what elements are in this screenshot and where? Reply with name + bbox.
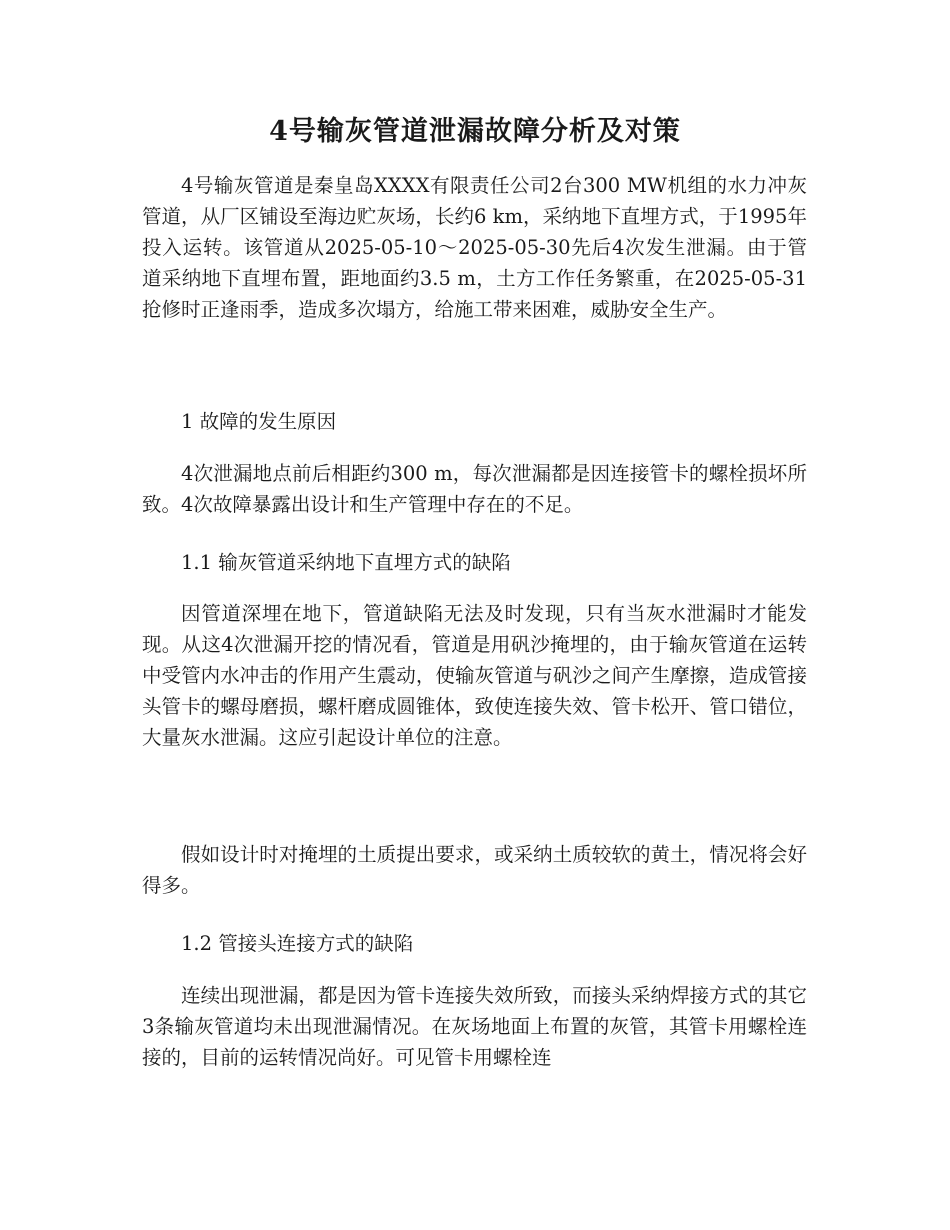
section-1-heading: 1 故障的发生原因 xyxy=(181,410,337,433)
section-1-1-paragraph-1: 因管道深埋在地下，管道缺陷无法及时发现，只有当灰水泄漏时才能发现。从这4次泄漏开挖的情况看，管道是用矾沙掩埋的，由于输灰管道在运转中受管内水冲击的作用产生震动，使输灰管道与矾沙之间产生摩擦，造成管接头管卡的螺母磨损，螺杆磨成圆锥体，致使连接失效、管卡松开、管口错位，大量灰水泄漏。这应引起设计单位的注意。 xyxy=(142,602,807,749)
intro-paragraph: 4号输灰管道是秦皇岛XXXX有限责任公司2台300 MW机组的水力冲灰管道，从厂区铺设至海边贮灰场，长约6 km，采纳地下直埋方式，于1995年投入运转。该管道从2025-05-10～2025-05-30先后4次发生泄漏。由于管道采纳地下直埋布置，距地面约3.5 m，土方工作任务繁重，在2025-05-31抢修时正逢雨季，造成多次塌方，给施工带来困难，威胁安全生产。 xyxy=(142,174,807,321)
section-1-2-heading: 1.2 管接头连接方式的缺陷 xyxy=(181,932,414,955)
section-1-1-paragraph-2: 假如设计时对掩埋的土质提出要求，或采纳土质较软的黄土，情况将会好得多。 xyxy=(142,843,807,897)
section-1-2-paragraph: 连续出现泄漏，都是因为管卡连接失效所致，而接头采纳焊接方式的其它3条输灰管道均未出现泄漏情况。在灰场地面上布置的灰管，其管卡用螺栓连接的，目前的运转情况尚好。可见管卡用螺栓连 xyxy=(142,984,807,1069)
section-1-1-heading: 1.1 输灰管道采纳地下直埋方式的缺陷 xyxy=(181,551,511,574)
section-1-paragraph: 4次泄漏地点前后相距约300 m，每次泄漏都是因连接管卡的螺栓损坏所致。4次故障暴露出设计和生产管理中存在的不足。 xyxy=(142,462,807,516)
document-title: 4号输灰管道泄漏故障分析及对策 xyxy=(269,116,681,147)
